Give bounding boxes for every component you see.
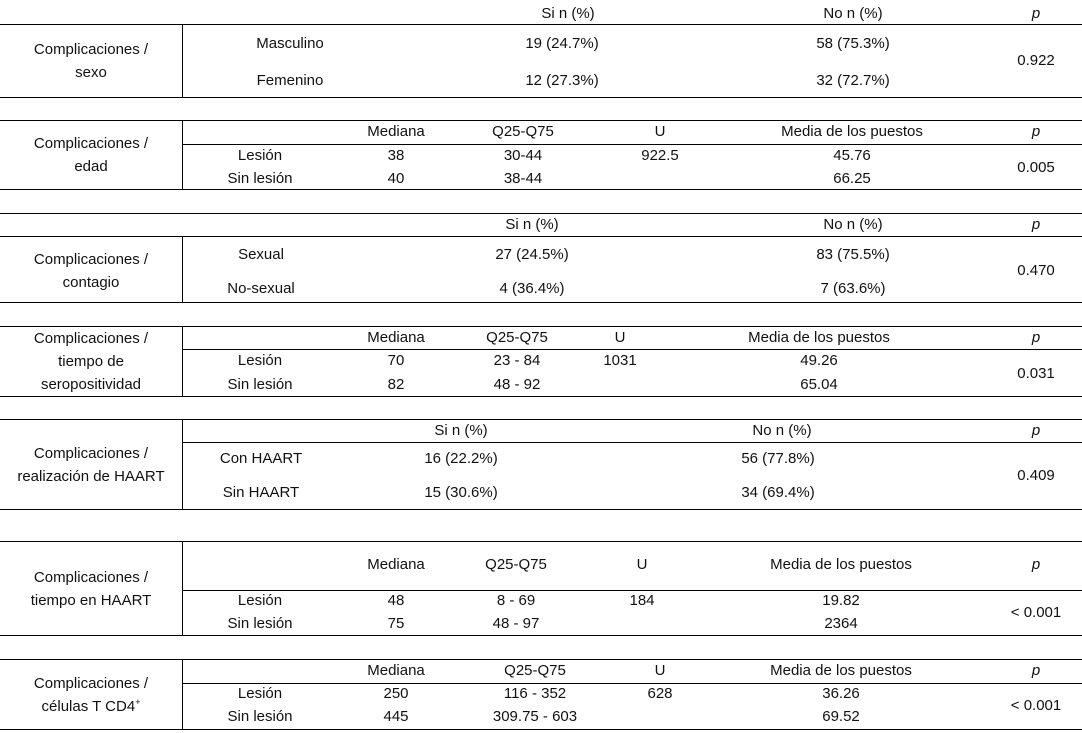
cell-media: 2364	[824, 615, 858, 632]
row-name: Lesión	[237, 592, 283, 609]
col-media-header: Media de los puestos	[781, 123, 923, 140]
cell-no: 83 (75.5%)	[816, 246, 890, 263]
divider	[182, 659, 183, 730]
row-name: Femenino	[256, 72, 324, 89]
cell-u: 1031	[603, 352, 637, 369]
divider	[182, 24, 183, 98]
cell-media: 65.04	[800, 376, 838, 393]
rule	[0, 302, 1082, 303]
cell-mediana: 250	[383, 685, 409, 702]
label-line: sexo	[75, 64, 107, 81]
row-label	[0, 327, 182, 396]
row-name: Sin lesión	[227, 708, 293, 725]
cell-mediana: 38	[387, 147, 405, 164]
cell-q: 48 - 92	[493, 376, 541, 393]
rule	[182, 590, 1082, 591]
label-line: tiempo en HAART	[30, 592, 152, 609]
col-mediana-header: Mediana	[367, 556, 425, 573]
cell-mediana: 70	[387, 352, 405, 369]
label-line: Complicaciones /	[33, 251, 149, 268]
row-name: Sexual	[238, 246, 284, 263]
cell-mediana: 48	[387, 592, 405, 609]
col-si-header: Si n (%)	[434, 422, 488, 439]
cell-media: 19.82	[822, 592, 860, 609]
rule	[0, 97, 1082, 98]
col-no-header: No n (%)	[752, 422, 812, 439]
col-q-header: Q25-Q75	[492, 123, 554, 140]
cell-media: 66.25	[833, 170, 871, 187]
col-p-header: p	[1031, 329, 1041, 346]
divider	[182, 120, 183, 190]
cell-mediana: 40	[387, 170, 405, 187]
cell-si: 16 (22.2%)	[424, 450, 498, 467]
cell-mediana: 445	[383, 708, 409, 725]
rule	[0, 659, 1082, 660]
rule	[0, 236, 1082, 237]
row-name: Sin lesión	[227, 376, 293, 393]
cell-no: 56 (77.8%)	[741, 450, 815, 467]
col-si-header: Si n (%)	[505, 216, 559, 233]
cell-p: < 0.001	[1010, 697, 1062, 714]
cell-p: < 0.001	[1010, 604, 1062, 621]
label-line: tiempo de	[58, 353, 124, 370]
col-no-header: No n (%)	[823, 5, 883, 22]
cell-no: 58 (75.3%)	[816, 35, 890, 52]
cell-q: 116 - 352	[503, 685, 567, 702]
cell-si: 12 (27.3%)	[525, 72, 599, 89]
divider	[182, 236, 183, 303]
cell-p: 0.470	[1017, 262, 1055, 279]
cell-media: 49.26	[800, 352, 838, 369]
col-p-header: p	[1031, 5, 1041, 22]
cell-q: 309.75 - 603	[492, 708, 578, 725]
rule	[182, 683, 1082, 684]
divider	[182, 419, 183, 510]
col-p-header: p	[1031, 556, 1041, 573]
label-line	[0, 695, 182, 718]
row-label	[0, 132, 182, 178]
label-line: Complicaciones /	[33, 675, 149, 692]
cell-u: 922.5	[641, 147, 679, 164]
row-label	[0, 566, 182, 612]
cell-media: 45.76	[833, 147, 871, 164]
row-name: Lesión	[237, 352, 283, 369]
rule	[0, 213, 1082, 214]
cell-q: 48 - 97	[492, 615, 540, 632]
rule	[0, 541, 1082, 542]
rule	[0, 396, 1082, 397]
col-u-header: U	[654, 123, 666, 140]
rule	[0, 189, 1082, 190]
cell-u: 184	[629, 592, 655, 609]
row-name: Sin lesión	[227, 615, 293, 632]
col-media-header: Media de los puestos	[748, 329, 890, 346]
cell-q: 38-44	[503, 170, 543, 187]
cell-q: 8 - 69	[496, 592, 536, 609]
cell-q: 30-44	[503, 147, 543, 164]
cell-mediana: 82	[387, 376, 405, 393]
col-u-header: U	[614, 329, 626, 346]
col-mediana-header: Mediana	[367, 662, 425, 679]
cell-mediana: 75	[387, 615, 405, 632]
row-label	[0, 38, 182, 84]
row-name: No-sexual	[227, 280, 295, 297]
col-u-header: U	[654, 662, 666, 679]
cell-si: 27 (24.5%)	[495, 246, 569, 263]
cell-p: 0.409	[1017, 467, 1055, 484]
row-label	[0, 672, 182, 718]
rule	[182, 144, 1082, 145]
cell-p: 0.922	[1017, 52, 1055, 69]
cell-no: 34 (69.4%)	[741, 484, 815, 501]
superscript: +	[135, 697, 141, 707]
row-name: Lesión	[237, 147, 283, 164]
label-line: edad	[74, 158, 108, 175]
col-p-header: p	[1031, 216, 1041, 233]
cell-media: 69.52	[822, 708, 860, 725]
rule	[0, 509, 1082, 510]
label-line: Complicaciones /	[33, 445, 149, 462]
row-name: Masculino	[256, 35, 324, 52]
cell-si: 4 (36.4%)	[499, 280, 565, 297]
col-q-header: Q25-Q75	[485, 556, 547, 573]
cell-no: 32 (72.7%)	[816, 72, 890, 89]
col-mediana-header: Mediana	[367, 123, 425, 140]
rule	[0, 419, 1082, 420]
row-name: Sin lesión	[227, 170, 293, 187]
rule	[0, 24, 1082, 25]
row-name: Sin HAART	[222, 484, 300, 501]
col-p-header: p	[1031, 123, 1041, 140]
cell-q: 23 - 84	[493, 352, 541, 369]
label-line: Complicaciones /	[33, 330, 149, 347]
label-line: realización de HAART	[17, 468, 165, 485]
cell-u: 628	[647, 685, 673, 702]
col-p-header: p	[1031, 422, 1041, 439]
label-line: Complicaciones /	[33, 569, 149, 586]
rule	[182, 349, 1082, 350]
cell-media: 36.26	[822, 685, 860, 702]
row-name: Con HAART	[219, 450, 303, 467]
rule	[182, 442, 1082, 443]
col-q-header: Q25-Q75	[504, 662, 566, 679]
row-label	[0, 442, 182, 488]
cell-si: 15 (30.6%)	[424, 484, 498, 501]
label-line: contagio	[62, 274, 120, 291]
col-media-header: Media de los puestos	[770, 662, 912, 679]
label-line: Complicaciones /	[33, 135, 149, 152]
row-label	[0, 248, 182, 294]
col-q-header: Q25-Q75	[486, 329, 548, 346]
col-u-header: U	[636, 556, 648, 573]
cell-p: 0.005	[1017, 159, 1055, 176]
col-si-header: Si n (%)	[541, 5, 595, 22]
col-p-header: p	[1031, 662, 1041, 679]
col-mediana-header: Mediana	[367, 329, 425, 346]
cell-no: 7 (63.6%)	[820, 280, 886, 297]
label-text: células T CD4	[41, 698, 136, 715]
rule	[0, 635, 1082, 636]
label-line: seropositividad	[40, 376, 142, 393]
cell-si: 19 (24.7%)	[525, 35, 599, 52]
row-name: Lesión	[237, 685, 283, 702]
label-line: Complicaciones /	[33, 41, 149, 58]
divider	[182, 541, 183, 636]
rule	[0, 120, 1082, 121]
col-no-header: No n (%)	[823, 216, 883, 233]
divider	[182, 326, 183, 397]
rule	[0, 729, 1082, 730]
col-media-header: Media de los puestos	[770, 556, 912, 573]
cell-p: 0.031	[1017, 365, 1055, 382]
